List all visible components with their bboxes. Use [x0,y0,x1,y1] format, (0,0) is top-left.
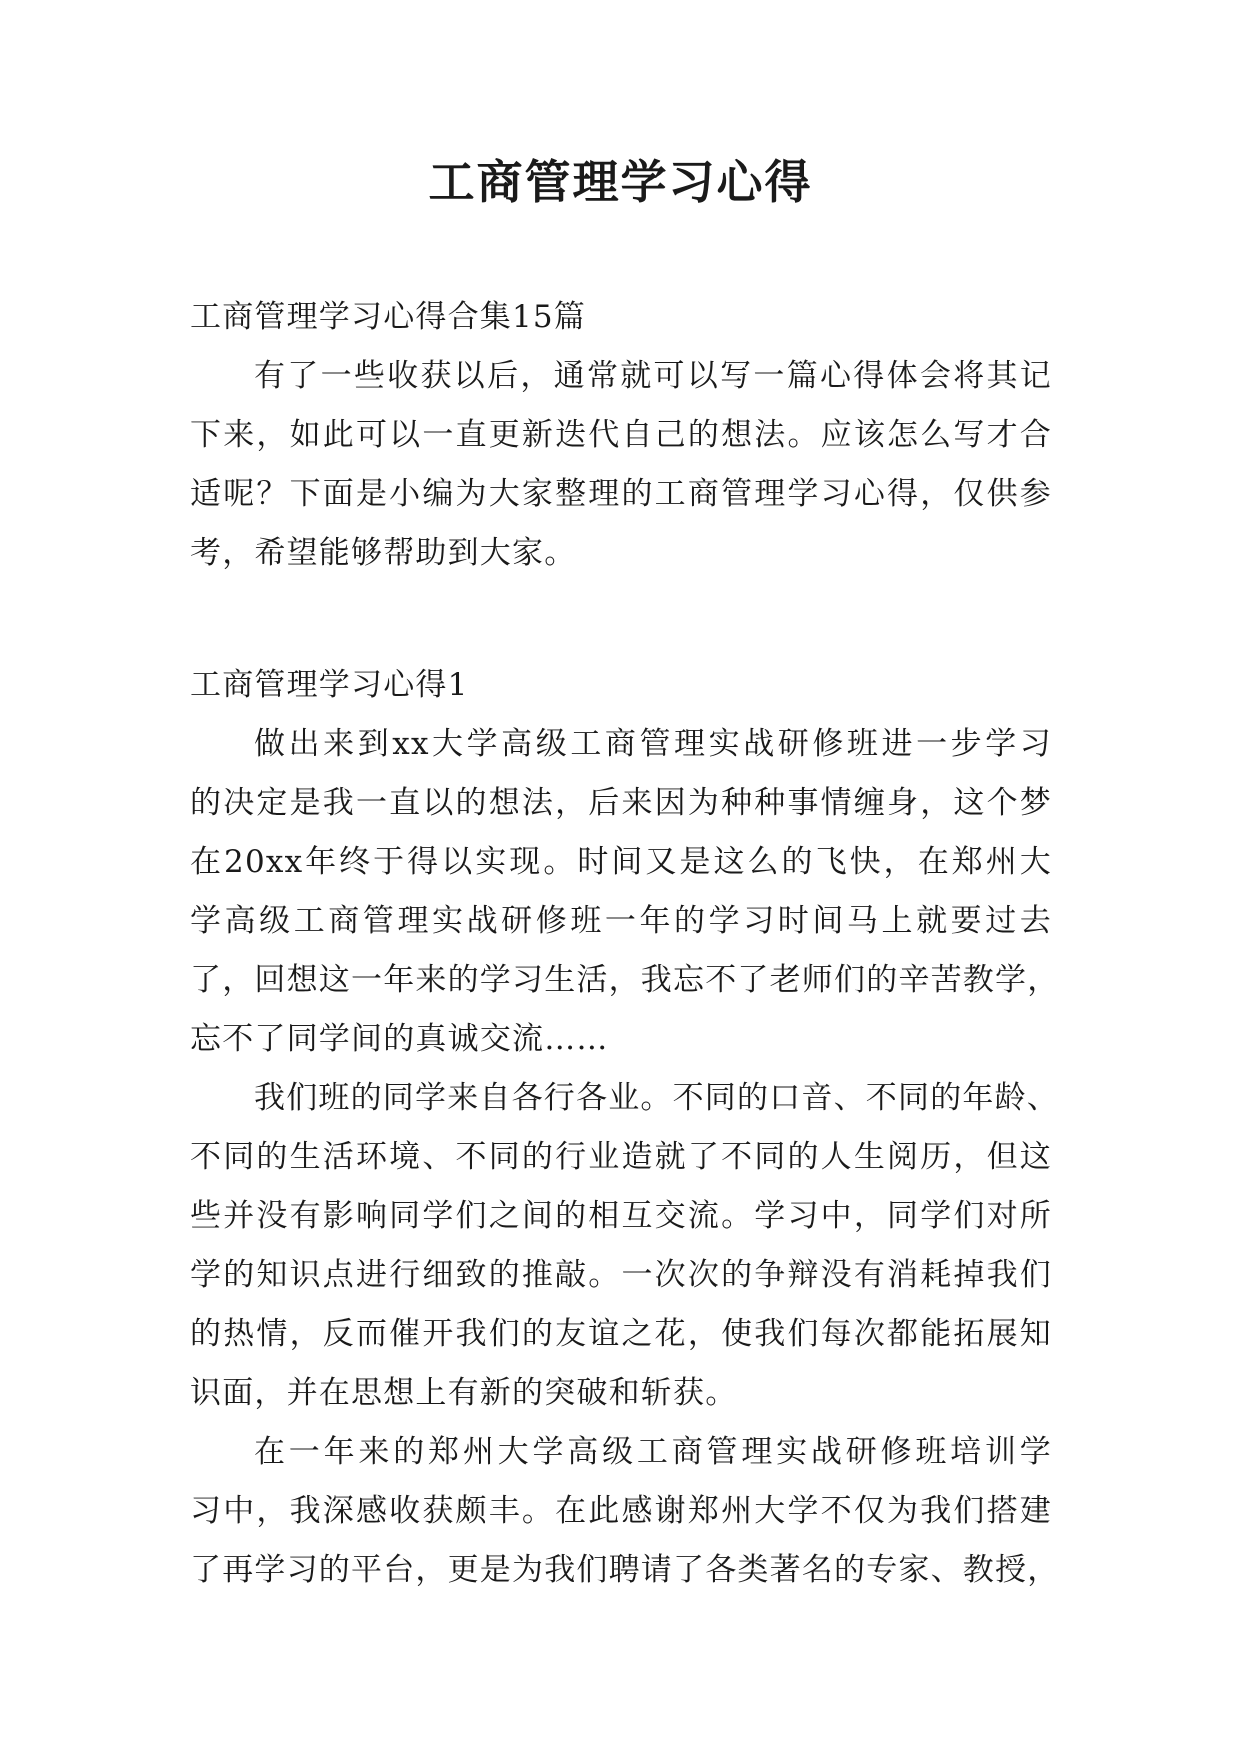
text-line: 在一年来的郑州大学高级工商管理实战研修班培训学 [254,1434,1052,1470]
text-line: 在20xx年终于得以实现。时间又是这么的飞快，在郑州大 [190,844,1052,880]
text-line: 了再学习的平台，更是为我们聘请了各类著名的专家、教授， [190,1552,1060,1588]
paragraph-2 [190,1069,1059,1423]
text-line: 不同的生活环境、不同的行业造就了不同的人生阅历，但这 [190,1139,1052,1175]
section-spacer [190,583,1052,656]
text-line: 了，回想这一年来的学习生活，我忘不了老师们的辛苦教学， [190,962,1060,998]
paragraph-1 [190,715,1060,1069]
text-line: 的热情，反而催开我们的友谊之花，使我们每次都能拓展知 [190,1316,1052,1352]
text-line: 学的知识点进行细致的推敲。一次次的争辩没有消耗掉我们 [190,1257,1052,1293]
text-line: 考，希望能够帮助到大家。 [190,535,577,571]
text-line: 些并没有影响同学们之间的相互交流。学习中，同学们对所 [190,1198,1052,1234]
text-line: 做出来到xx大学高级工商管理实战研修班进一步学习 [254,726,1052,762]
text-line: 适呢？下面是小编为大家整理的工商管理学习心得，仅供参 [190,476,1052,512]
text-line: 的决定是我一直以的想法，后来因为种种事情缠身，这个梦 [190,785,1052,821]
text-line: 忘不了同学间的真诚交流…… [190,1021,609,1057]
text-line: 学高级工商管理实战研修班一年的学习时间马上就要过去 [190,903,1052,939]
text-line: 我们班的同学来自各行各业。不同的口音、不同的年龄、 [254,1080,1059,1116]
text-line: 下来，如此可以一直更新迭代自己的想法。应该怎么写才合 [190,417,1052,453]
collection-subtitle: 工商管理学习心得合集15篇 [190,299,587,335]
intro-paragraph [190,347,1052,583]
section-heading: 工商管理学习心得1 [190,667,469,703]
document-title: 工商管理学习心得 [428,155,813,209]
paragraph-3 [190,1423,1060,1600]
document-body [190,288,1060,1600]
text-line: 有了一些收获以后，通常就可以写一篇心得体会将其记 [254,358,1052,394]
text-line: 习中，我深感收获颇丰。在此感谢郑州大学不仅为我们搭建 [190,1493,1052,1529]
text-line: 识面，并在思想上有新的突破和斩获。 [190,1375,738,1411]
